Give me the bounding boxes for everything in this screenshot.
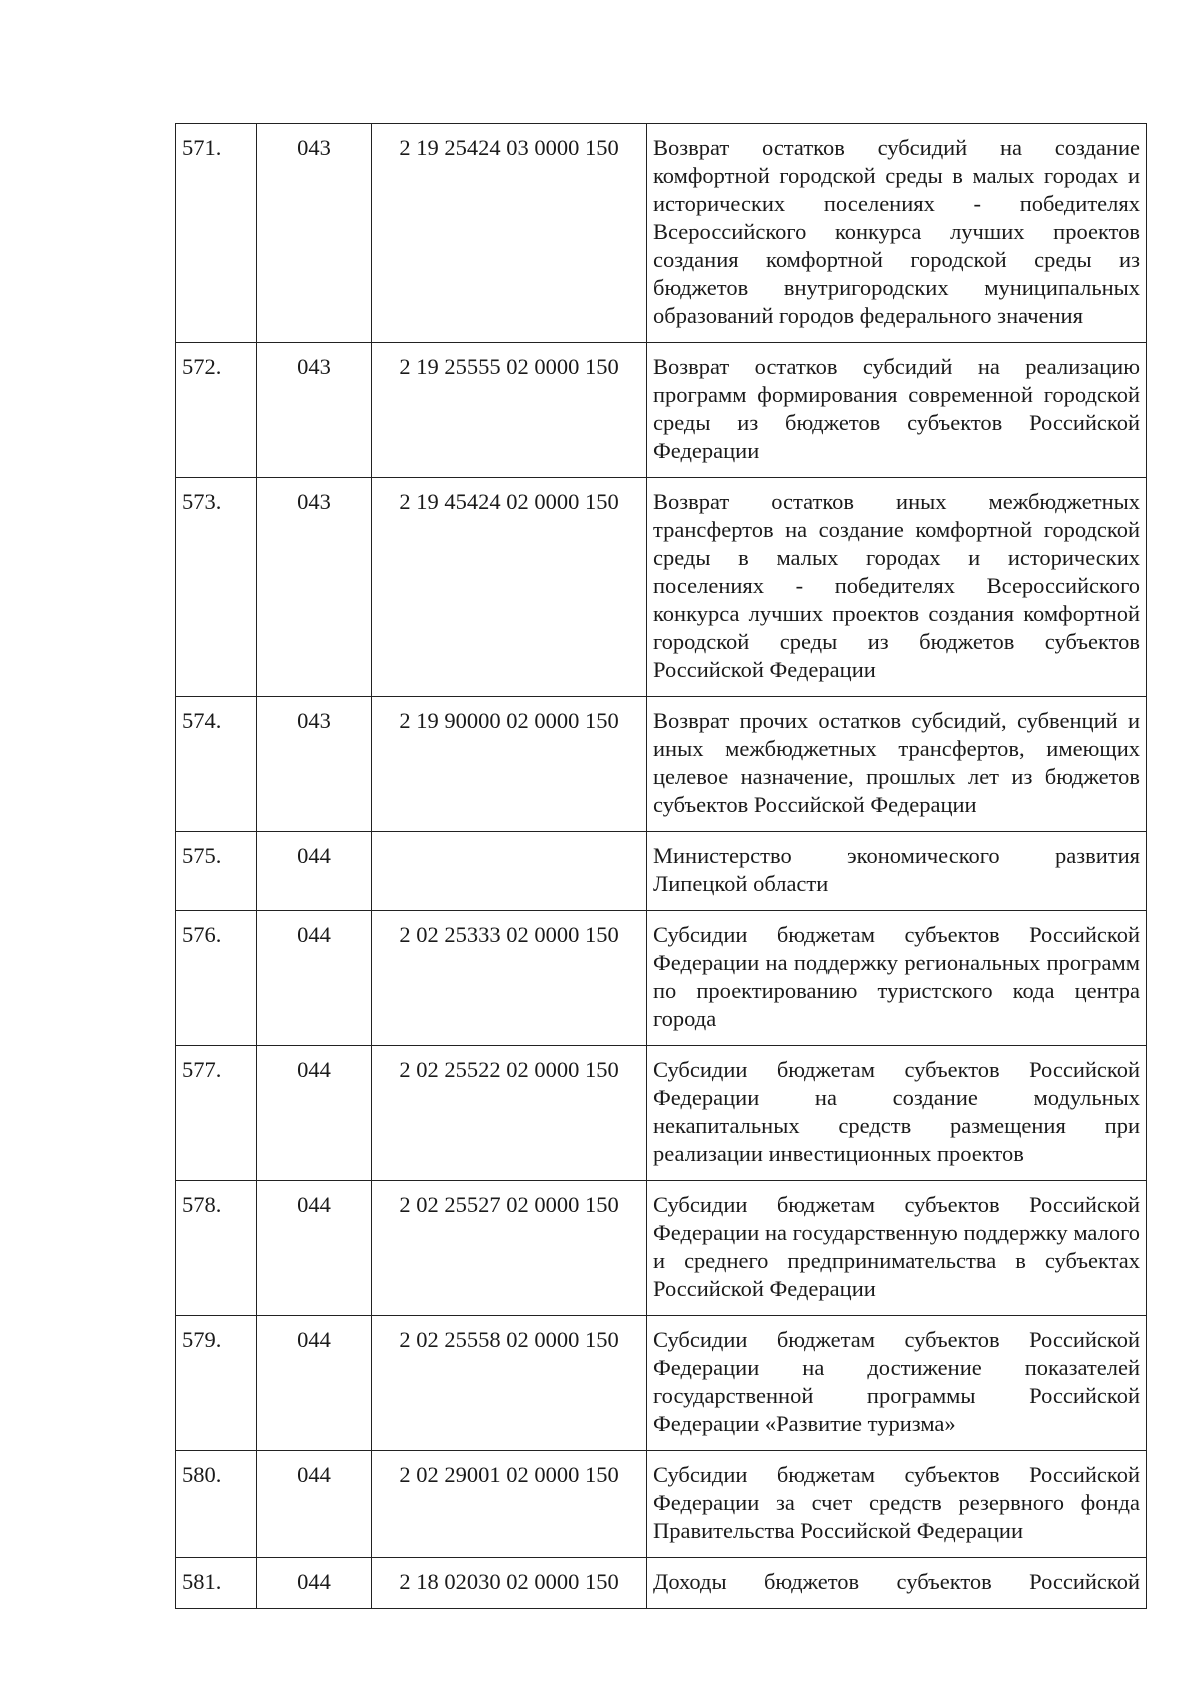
table-row bbox=[176, 911, 1147, 1046]
budget-classification-code: 2 19 90000 02 0000 150 bbox=[372, 697, 647, 832]
table-row bbox=[176, 697, 1147, 832]
table-row bbox=[176, 1316, 1147, 1451]
administrator-code: 044 bbox=[257, 911, 372, 1046]
administrator-code: 043 bbox=[257, 478, 372, 697]
revenue-name: Возврат остатков иных межбюджетных трансфертов на создание комфортной городской среды в малых городах и исторических поселениях - победителях Всероссийского конкурса лучших проектов создания комфортной городской среды из бюджетов субъектов Российской Федерации bbox=[647, 478, 1147, 697]
revenue-classification-table bbox=[175, 123, 1147, 1609]
budget-classification-code: 2 02 29001 02 0000 150 bbox=[372, 1451, 647, 1558]
administrator-code: 044 bbox=[257, 1451, 372, 1558]
table-row bbox=[176, 1451, 1147, 1558]
row-number: 577. bbox=[176, 1046, 257, 1181]
row-number: 571. bbox=[176, 124, 257, 343]
revenue-name: Доходы бюджетов субъектов Российской bbox=[647, 1558, 1147, 1609]
administrator-code: 044 bbox=[257, 832, 372, 911]
table-row bbox=[176, 343, 1147, 478]
administrator-code: 043 bbox=[257, 124, 372, 343]
row-number: 580. bbox=[176, 1451, 257, 1558]
budget-classification-code: 2 02 25558 02 0000 150 bbox=[372, 1316, 647, 1451]
budget-classification-code bbox=[372, 832, 647, 911]
administrator-code: 044 bbox=[257, 1181, 372, 1316]
revenue-name: Возврат прочих остатков субсидий, субвенций и иных межбюджетных трансфертов, имеющих целевое назначение, прошлых лет из бюджетов субъектов Российской Федерации bbox=[647, 697, 1147, 832]
budget-classification-code: 2 02 25527 02 0000 150 bbox=[372, 1181, 647, 1316]
row-number: 581. bbox=[176, 1558, 257, 1609]
revenue-name: Субсидии бюджетам субъектов Российской Федерации на достижение показателей государственной программы Российской Федерации «Развитие туризма» bbox=[647, 1316, 1147, 1451]
revenue-name: Субсидии бюджетам субъектов Российской Федерации за счет средств резервного фонда Правительства Российской Федерации bbox=[647, 1451, 1147, 1558]
revenue-name: Субсидии бюджетам субъектов Российской Федерации на государственную поддержку малого и среднего предпринимательства в субъектах Российской Федерации bbox=[647, 1181, 1147, 1316]
budget-classification-code: 2 19 25424 03 0000 150 bbox=[372, 124, 647, 343]
budget-classification-code: 2 02 25333 02 0000 150 bbox=[372, 911, 647, 1046]
revenue-name: Субсидии бюджетам субъектов Российской Федерации на поддержку региональных программ по проектированию туристского кода центра города bbox=[647, 911, 1147, 1046]
table-row bbox=[176, 1046, 1147, 1181]
table-row bbox=[176, 832, 1147, 911]
table-row bbox=[176, 1558, 1147, 1609]
administrator-name: Министерство экономического развития Липецкой области bbox=[647, 832, 1147, 911]
table-row bbox=[176, 124, 1147, 343]
budget-classification-code: 2 18 02030 02 0000 150 bbox=[372, 1558, 647, 1609]
row-number: 574. bbox=[176, 697, 257, 832]
budget-classification-code: 2 19 45424 02 0000 150 bbox=[372, 478, 647, 697]
table-row bbox=[176, 478, 1147, 697]
revenue-name: Возврат остатков субсидий на реализацию программ формирования современной городской среды из бюджетов субъектов Российской Федерации bbox=[647, 343, 1147, 478]
administrator-code: 044 bbox=[257, 1316, 372, 1451]
row-number: 572. bbox=[176, 343, 257, 478]
table-row bbox=[176, 1181, 1147, 1316]
revenue-name: Субсидии бюджетам субъектов Российской Федерации на создание модульных некапитальных средств размещения при реализации инвестиционных проектов bbox=[647, 1046, 1147, 1181]
administrator-code: 043 bbox=[257, 697, 372, 832]
row-number: 573. bbox=[176, 478, 257, 697]
row-number: 578. bbox=[176, 1181, 257, 1316]
administrator-code: 044 bbox=[257, 1558, 372, 1609]
revenue-name: Возврат остатков субсидий на создание комфортной городской среды в малых городах и исторических поселениях - победителях Всероссийского конкурса лучших проектов создания комфортной городской среды из бюджетов внутригородских муниципальных образований городов федерального значения bbox=[647, 124, 1147, 343]
row-number: 575. bbox=[176, 832, 257, 911]
budget-classification-code: 2 19 25555 02 0000 150 bbox=[372, 343, 647, 478]
budget-classification-code: 2 02 25522 02 0000 150 bbox=[372, 1046, 647, 1181]
administrator-code: 044 bbox=[257, 1046, 372, 1181]
administrator-code: 043 bbox=[257, 343, 372, 478]
row-number: 579. bbox=[176, 1316, 257, 1451]
row-number: 576. bbox=[176, 911, 257, 1046]
